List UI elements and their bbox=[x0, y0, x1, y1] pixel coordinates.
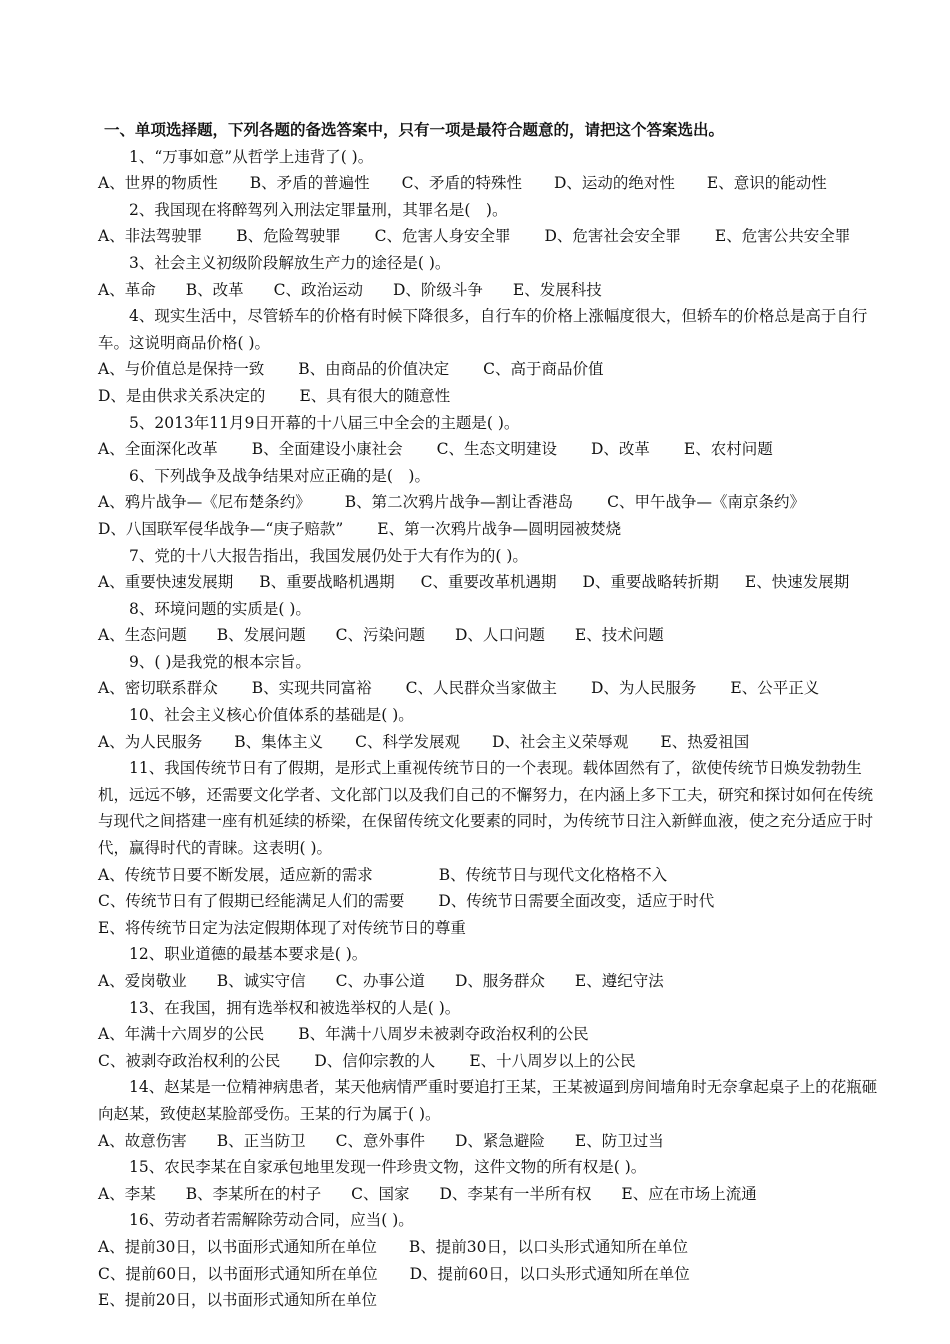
answer-option: D、信仰宗教的人 bbox=[314, 1051, 436, 1070]
answer-option: A、非法驾驶罪 bbox=[98, 227, 203, 246]
answer-option: C、被剥夺政治权利的公民 bbox=[98, 1051, 281, 1070]
option-row bbox=[98, 675, 884, 702]
answer-option: C、重要改革机遇期 bbox=[420, 573, 557, 592]
question-stem: 2、我国现在将醉驾列入刑法定罪量刑，其罪名是( )。 bbox=[129, 200, 508, 219]
answer-option: A、爱岗敬业 bbox=[98, 972, 187, 990]
answer-option: A、革命 bbox=[98, 280, 156, 299]
answer-option: C、高于商品价值 bbox=[483, 360, 604, 379]
answer-option: B、危险驾驶罪 bbox=[236, 227, 341, 246]
option-row bbox=[98, 516, 884, 543]
answer-option: A、故意伤害 bbox=[98, 1131, 187, 1150]
answer-option: E、防卫过当 bbox=[574, 1131, 664, 1150]
option-row bbox=[98, 729, 884, 756]
answer-option: B、由商品的价值决定 bbox=[298, 360, 450, 379]
answer-option: E、公平正义 bbox=[730, 679, 820, 698]
answer-option: E、将传统节日定为法定假期体现了对传统节日的尊重 bbox=[98, 918, 466, 937]
answer-option: D、改革 bbox=[590, 440, 650, 459]
answer-option: B、提前30日，以口头形式通知所在单位 bbox=[408, 1237, 689, 1256]
option-row bbox=[98, 1128, 884, 1155]
answer-option: C、国家 bbox=[351, 1184, 410, 1203]
question-stem: 9、( )是我党的根本宗旨。 bbox=[129, 652, 311, 671]
answer-option: C、办事公道 bbox=[335, 972, 425, 990]
answer-option: E、农村问题 bbox=[683, 440, 773, 459]
answer-option: D、李某有一半所有权 bbox=[439, 1184, 592, 1203]
answer-option: A、为人民服务 bbox=[98, 732, 203, 751]
question-stem: 4、现实生活中，尽管轿车的价格有时候下降很多，自行车的价格上涨幅度很大，但轿车的价格总是高于自行车。这说明商品价格( )。 bbox=[98, 307, 868, 352]
answer-option: C、政治运动 bbox=[273, 280, 363, 299]
answer-option: D、社会主义荣辱观 bbox=[491, 732, 629, 751]
answer-option: B、实现共同富裕 bbox=[251, 679, 372, 698]
answer-option: E、技术问题 bbox=[574, 626, 664, 645]
answer-option: A、全面深化改革 bbox=[98, 440, 218, 459]
answer-option: A、世界的物质性 bbox=[98, 174, 218, 193]
answer-option: B、全面建设小康社会 bbox=[251, 440, 403, 459]
option-row bbox=[98, 569, 884, 596]
question-stem: 11、我国传统节日有了假期，是形式上重视传统节日的一个表现。载体固然有了，欲使传统节日焕发勃勃生机，远远不够，还需要文化学者、文化部门以及我们自己的不懈努力，在内涵上多下工夫，研究和探讨如何在传统与现代之间搭建一座有机延续的桥梁，在保留传统文化要素的同时，为传统节日注入新鲜血液，使之充分适应于时代，赢得时代的青睐。这表明( )。 bbox=[98, 759, 874, 858]
answer-option: E、危害公共安全罪 bbox=[714, 227, 851, 246]
answer-option: A、年满十六周岁的公民 bbox=[98, 1025, 265, 1044]
answer-option: C、传统节日有了假期已经能满足人们的需要 bbox=[98, 892, 405, 911]
option-row bbox=[98, 1234, 884, 1261]
answer-option: C、意外事件 bbox=[335, 1131, 425, 1150]
option-row bbox=[98, 1261, 884, 1288]
question-stem: 14、赵某是一位精神病患者，某天他病情严重时要追打王某，王某被逼到房间墙角时无奈拿起桌子上的花瓶砸向赵某，致使赵某脸部受伤。王某的行为属于( )。 bbox=[98, 1078, 878, 1123]
answer-option: C、危害人身安全罪 bbox=[374, 227, 511, 246]
answer-option: C、甲午战争—《南京条约》 bbox=[607, 493, 805, 512]
answer-option: D、紧急避险 bbox=[454, 1131, 545, 1150]
answer-option: D、为人民服务 bbox=[590, 679, 697, 698]
question-stem: 3、社会主义初级阶段解放生产力的途径是( )。 bbox=[129, 253, 451, 272]
answer-option: E、热爱祖国 bbox=[660, 732, 750, 751]
answer-option: E、意识的能动性 bbox=[706, 174, 827, 193]
answer-option: A、密切联系群众 bbox=[98, 679, 218, 698]
answer-option: C、科学发展观 bbox=[355, 732, 460, 751]
answer-option: D、是由供求关系决定的 bbox=[98, 386, 266, 405]
answer-option: D、提前60日，以口头形式通知所在单位 bbox=[409, 1264, 690, 1283]
section-title: 一、单项选择题，下列各题的备选答案中，只有一项是最符合题意的，请把这个答案选出。 bbox=[104, 120, 725, 139]
answer-option: A、生态问题 bbox=[98, 626, 187, 645]
option-row bbox=[98, 383, 884, 410]
option-row bbox=[98, 277, 884, 304]
answer-option: A、传统节日要不断发展，适应新的需求 bbox=[98, 865, 373, 884]
answer-option: A、李某 bbox=[98, 1184, 156, 1203]
answer-option: B、第二次鸦片战争—割让香港岛 bbox=[344, 493, 574, 512]
answer-option: D、重要战略转折期 bbox=[582, 573, 719, 592]
answer-option: E、快速发展期 bbox=[744, 573, 850, 592]
answer-option: A、鸦片战争—《尼布楚条约》 bbox=[98, 493, 311, 512]
question-stem: 15、农民李某在自家承包地里发现一件珍贵文物，这件文物的所有权是( )。 bbox=[129, 1158, 647, 1177]
option-row bbox=[98, 223, 884, 250]
option-row bbox=[98, 968, 884, 995]
answer-option: E、提前20日，以书面形式通知所在单位 bbox=[98, 1291, 378, 1310]
option-row bbox=[98, 436, 884, 463]
answer-option: E、遵纪守法 bbox=[574, 972, 664, 990]
option-row bbox=[98, 1287, 884, 1314]
option-row bbox=[98, 1021, 884, 1048]
answer-option: A、提前30日，以书面形式通知所在单位 bbox=[98, 1237, 377, 1256]
question-stem: 12、职业道德的最基本要求是( )。 bbox=[129, 945, 368, 964]
question-stem: 10、社会主义核心价值体系的基础是( )。 bbox=[129, 706, 414, 725]
answer-option: D、阶级斗争 bbox=[392, 280, 483, 299]
answer-option: C、污染问题 bbox=[335, 626, 425, 645]
answer-option: E、十八周岁以上的公民 bbox=[469, 1051, 636, 1070]
question-list bbox=[100, 144, 884, 1314]
question-stem: 5、2013年11月9日开幕的十八届三中全会的主题是( )。 bbox=[129, 413, 520, 432]
answer-option: D、人口问题 bbox=[454, 626, 545, 645]
answer-option: B、传统节日与现代文化格格不入 bbox=[438, 865, 668, 884]
answer-option: E、第一次鸦片战争—圆明园被焚烧 bbox=[377, 519, 622, 538]
answer-option: C、提前60日，以书面形式通知所在单位 bbox=[98, 1264, 378, 1283]
answer-option: B、集体主义 bbox=[234, 732, 324, 751]
answer-option: A、与价值总是保持一致 bbox=[98, 360, 265, 379]
answer-option: D、运动的绝对性 bbox=[553, 174, 675, 193]
option-row bbox=[98, 862, 884, 889]
answer-option: B、重要战略机遇期 bbox=[259, 573, 395, 592]
answer-option: B、发展问题 bbox=[216, 626, 306, 645]
question-stem: 7、党的十八大报告指出，我国发展仍处于大有作为的( )。 bbox=[129, 546, 528, 565]
option-row bbox=[98, 915, 884, 942]
option-row bbox=[98, 170, 884, 197]
answer-option: E、具有很大的随意性 bbox=[299, 386, 451, 405]
question-stem: 6、下列战争及战争结果对应正确的是( )。 bbox=[129, 466, 430, 485]
answer-option: D、危害社会安全罪 bbox=[544, 227, 681, 246]
answer-option: D、八国联军侵华战争—“庚子赔款” bbox=[98, 519, 344, 538]
answer-option: B、正当防卫 bbox=[216, 1131, 306, 1150]
question-stem: 13、在我国，拥有选举权和被选举权的人是( )。 bbox=[129, 998, 461, 1017]
question-stem: 8、环境问题的实质是( )。 bbox=[129, 599, 311, 618]
option-row bbox=[98, 489, 884, 516]
option-row bbox=[98, 622, 884, 649]
question-stem: 16、劳动者若需解除劳动合同，应当( )。 bbox=[129, 1211, 414, 1230]
answer-option: B、年满十八周岁未被剥夺政治权利的公民 bbox=[298, 1025, 589, 1044]
option-row bbox=[98, 1181, 884, 1208]
option-row bbox=[98, 1048, 884, 1075]
answer-option: C、人民群众当家做主 bbox=[405, 679, 557, 698]
answer-option: A、重要快速发展期 bbox=[98, 573, 234, 592]
option-row bbox=[98, 356, 884, 383]
answer-option: B、改革 bbox=[185, 280, 244, 299]
answer-option: C、生态文明建设 bbox=[436, 440, 557, 459]
option-row bbox=[98, 888, 884, 915]
answer-option: D、服务群众 bbox=[454, 972, 545, 990]
answer-option: B、李某所在的村子 bbox=[185, 1184, 322, 1203]
question-stem: 1、“万事如意”从哲学上违背了( )。 bbox=[129, 147, 374, 166]
answer-option: B、矛盾的普遍性 bbox=[249, 174, 370, 193]
answer-option: E、发展科技 bbox=[512, 280, 602, 299]
answer-option: E、应在市场上流通 bbox=[621, 1184, 757, 1203]
answer-option: C、矛盾的特殊性 bbox=[401, 174, 522, 193]
answer-option: D、传统节日需要全面改变，适应于时代 bbox=[438, 892, 715, 911]
answer-option: B、诚实守信 bbox=[216, 972, 306, 990]
